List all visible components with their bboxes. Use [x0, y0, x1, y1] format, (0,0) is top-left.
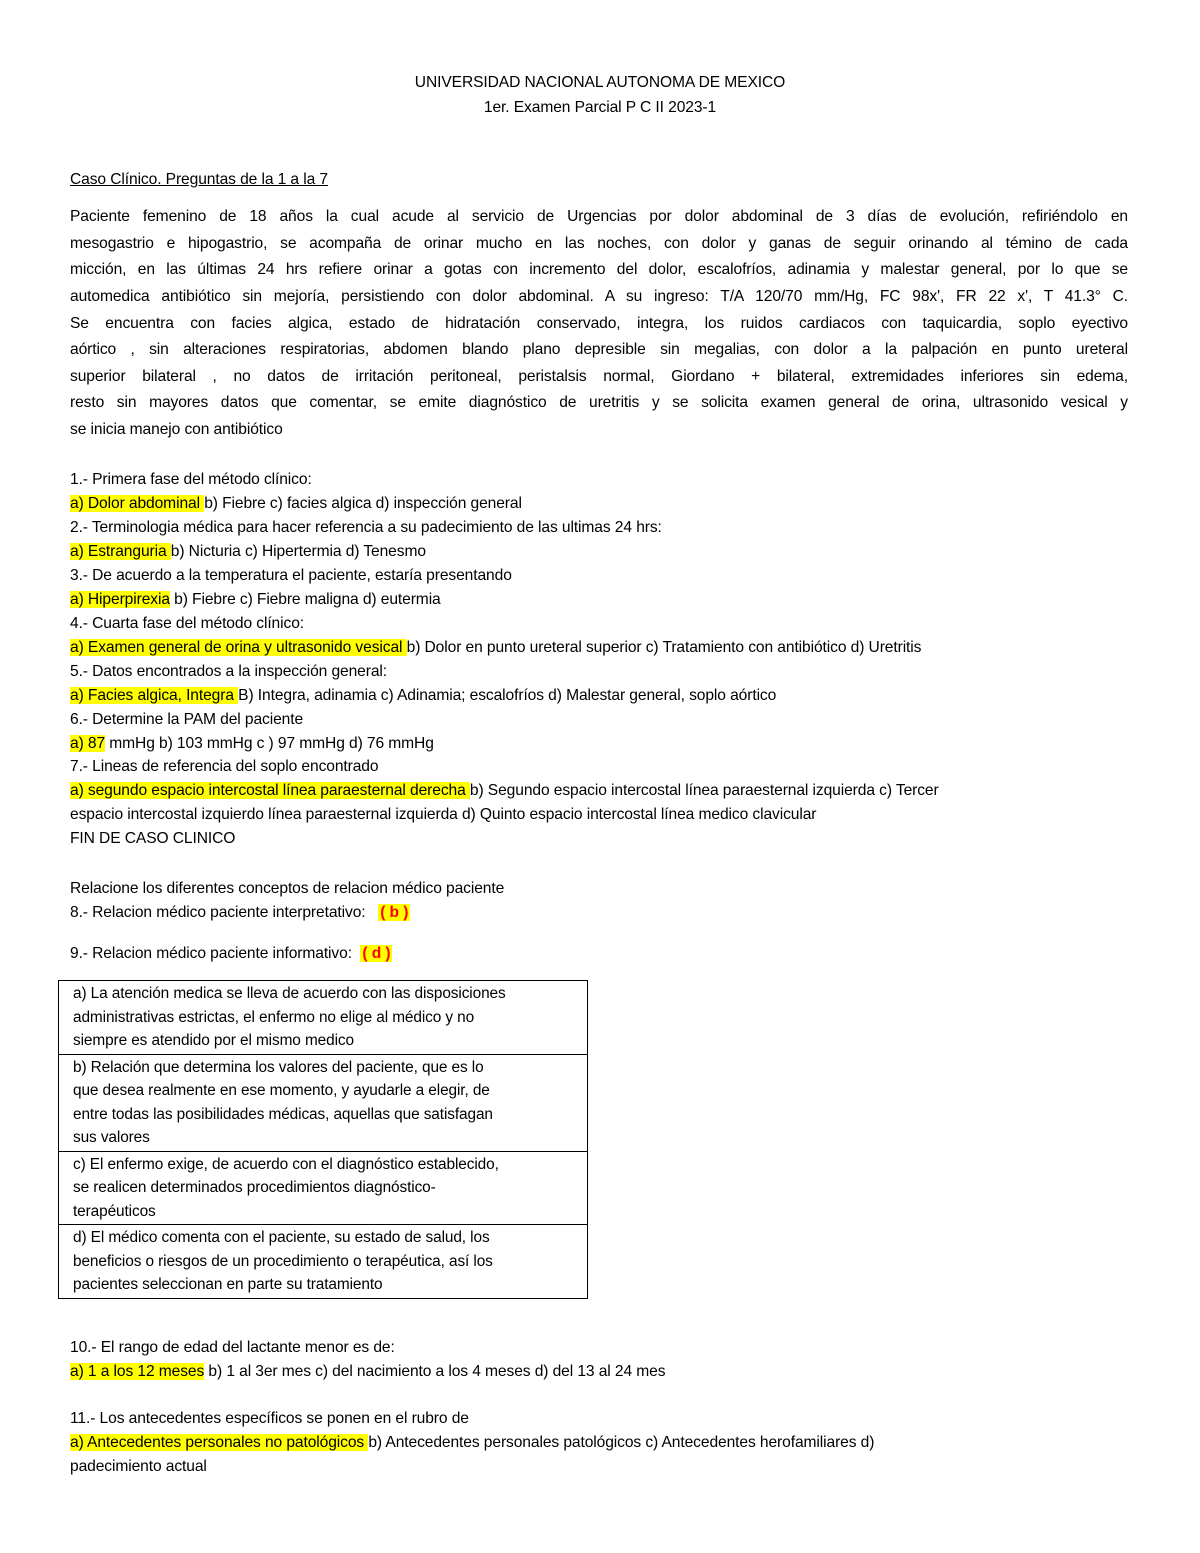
table-row [59, 981, 588, 1055]
options-4 [70, 637, 921, 659]
options-3 [70, 589, 441, 611]
end-of-case: FIN DE CASO CLINICO [70, 830, 236, 847]
question-9-text: 9.- Relacion médico paciente informativo: [70, 945, 352, 962]
question-11: 11.- Los antecedentes específicos se ponen en el rubro de [70, 1410, 469, 1427]
question-6: 6.- Determine la PAM del paciente [70, 711, 304, 728]
table-cell [59, 1054, 588, 1151]
cell-line: pacientes seleccionan en parte su tratamiento [73, 1276, 383, 1293]
options-rest: b) Segundo espacio intercostal línea paraesternal izquierda c) Tercer [469, 782, 939, 799]
options-rest: mmHg b) 103 mmHg c ) 97 mmHg d) 76 mmHg [105, 735, 434, 752]
answer-highlight: a) 87 [70, 735, 106, 752]
cell-line: que desea realmente en ese momento, y ayudarle a elegir, de [73, 1082, 490, 1099]
case-line: se inicia manejo con antibiótico [70, 421, 283, 438]
options-1 [70, 493, 522, 515]
question-4: 4.- Cuarta fase del método clínico: [70, 615, 304, 632]
case-heading [70, 169, 328, 191]
options-rest: b) Dolor en punto ureteral superior c) Tratamiento con antibiótico d) Uretritis [406, 639, 922, 656]
options-2 [70, 541, 426, 563]
options-rest: b) Antecedentes personales patológicos c) Antecedentes herofamiliares d) [368, 1434, 875, 1451]
answer-highlight: a) Hiperpirexia [70, 591, 170, 608]
options-rest: b) Fiebre c) facies algica d) inspección general [204, 495, 522, 512]
answer-badge: ( d ) [362, 945, 391, 962]
table-cell [59, 1225, 588, 1299]
case-heading-text: Caso Clínico. Preguntas de la 1 a la 7 [70, 171, 328, 188]
cell-line: c) El enfermo exige, de acuerdo con el diagnóstico establecido, [73, 1155, 499, 1173]
relation-definitions-table [58, 980, 588, 1299]
case-line: Paciente femenino de 18 años la cual acude al servicio de Urgencias por dolor abdominal de 3 días de evolución, refiriéndolo en [70, 208, 1128, 225]
cell-line: terapéuticos [73, 1202, 156, 1220]
cell-line: d) El médico comenta con el paciente, su estado de salud, los [73, 1229, 490, 1246]
cell-line: entre todas las posibilidades médicas, aquellas que satisfagan [73, 1105, 493, 1123]
question-1: 1.- Primera fase del método clínico: [70, 471, 312, 488]
options-7 [70, 780, 939, 802]
cell-line: beneficios o riesgos de un procedimiento o terapéutica, así los [73, 1252, 493, 1270]
options-rest: b) Fiebre c) Fiebre maligna d) eutermia [169, 591, 441, 608]
cell-line: sus valores [73, 1129, 150, 1146]
case-line: aórtico , sin alteraciones respiratorias, abdomen blando plano depresible sin megalias, con dolor a la palpación en punto ureteral [70, 341, 1128, 358]
case-line: mesogastrio e hipogastrio, se acompaña de orinar mucho en las noches, con dolor y ganas de seguir orinando al témino de cada [70, 235, 1128, 252]
case-line: resto sin mayores datos que comentar, se emite diagnóstico de uretritis y se solicita examen general de orina, ultrasonido vesical y [70, 394, 1128, 411]
answer-highlight: a) segundo espacio intercostal línea paraesternal derecha [70, 782, 470, 799]
exam-title: 1er. Examen Parcial P C II 2023-1 [483, 99, 717, 116]
relation-intro: Relacione los diferentes conceptos de relacion médico paciente [70, 880, 505, 897]
options-11-continued: padecimiento actual [70, 1458, 207, 1475]
options-rest: B) Integra, adinamia c) Adinamia; escalofríos d) Malestar general, soplo aórtico [238, 687, 777, 704]
answer-highlight: a) Facies algica, Integra [70, 687, 239, 704]
options-7-continued: espacio intercostal izquierdo línea paraesternal izquierda d) Quinto espacio intercostal línea medico clavicular [70, 806, 817, 823]
options-10 [70, 1361, 665, 1383]
question-7: 7.- Lineas de referencia del soplo encontrado [70, 758, 379, 775]
question-2: 2.- Terminologia médica para hacer referencia a su padecimiento de las ultimas 24 hrs: [70, 519, 662, 536]
case-line: superior bilateral , no datos de irritación peritoneal, peristalsis normal, Giordano + bilateral, extremidades inferiores sin edema, [70, 368, 1128, 385]
question-8 [70, 902, 410, 924]
answer-highlight: a) Examen general de orina y ultrasonido vesical [70, 639, 407, 656]
question-5: 5.- Datos encontrados a la inspección general: [70, 663, 387, 680]
answer-badge: ( b ) [380, 904, 409, 921]
cell-line: a) La atención medica se lleva de acuerdo con las disposiciones [73, 985, 506, 1002]
options-rest: b) Nicturia c) Hipertermia d) Tenesmo [170, 543, 426, 560]
case-line: automedica antibiótico sin mejoría, persistiendo con dolor abdominal. A su ingreso: T/A 120/70 mm/Hg, FC 98x', FR 22 x', T 41.3° C. [70, 288, 1128, 305]
table-cell [59, 1151, 588, 1225]
case-line: Se encuentra con facies algica, estado de hidratación conservado, integra, los ruidos cardiacos con taquicardia, soplo eyectivo [70, 315, 1128, 332]
cell-line: b) Relación que determina los valores del paciente, que es lo [73, 1058, 484, 1076]
table-cell [59, 981, 588, 1055]
answer-highlight: a) Estranguria [70, 543, 171, 560]
options-11 [70, 1432, 874, 1454]
answer-highlight: a) Antecedentes personales no patológicos [70, 1434, 369, 1451]
question-9 [70, 943, 392, 965]
question-3: 3.- De acuerdo a la temperatura el paciente, estaría presentando [70, 567, 512, 584]
options-5 [70, 685, 776, 707]
answer-highlight: a) Dolor abdominal [70, 495, 205, 512]
table-row [59, 1225, 588, 1299]
question-10: 10.- El rango de edad del lactante menor es de: [70, 1339, 395, 1356]
university-title: UNIVERSIDAD NACIONAL AUTONOMA DE MEXICO [414, 74, 786, 91]
options-6 [70, 733, 434, 755]
case-line: micción, en las últimas 24 hrs refiere orinar a gotas con incremento del dolor, escalofríos, adinamia y malestar general, por lo que se [70, 261, 1128, 278]
question-8-text: 8.- Relacion médico paciente interpretativo: [70, 904, 366, 921]
options-rest: b) 1 al 3er mes c) del nacimiento a los 4 meses d) del 13 al 24 mes [204, 1363, 666, 1380]
table-row [59, 1151, 588, 1225]
answer-highlight: a) 1 a los 12 meses [70, 1363, 205, 1380]
table-row [59, 1054, 588, 1151]
cell-line: administrativas estrictas, el enfermo no elige al médico y no [73, 1008, 475, 1026]
cell-line: siempre es atendido por el mismo medico [73, 1032, 354, 1049]
cell-line: se realicen determinados procedimientos diagnóstico- [73, 1179, 436, 1196]
